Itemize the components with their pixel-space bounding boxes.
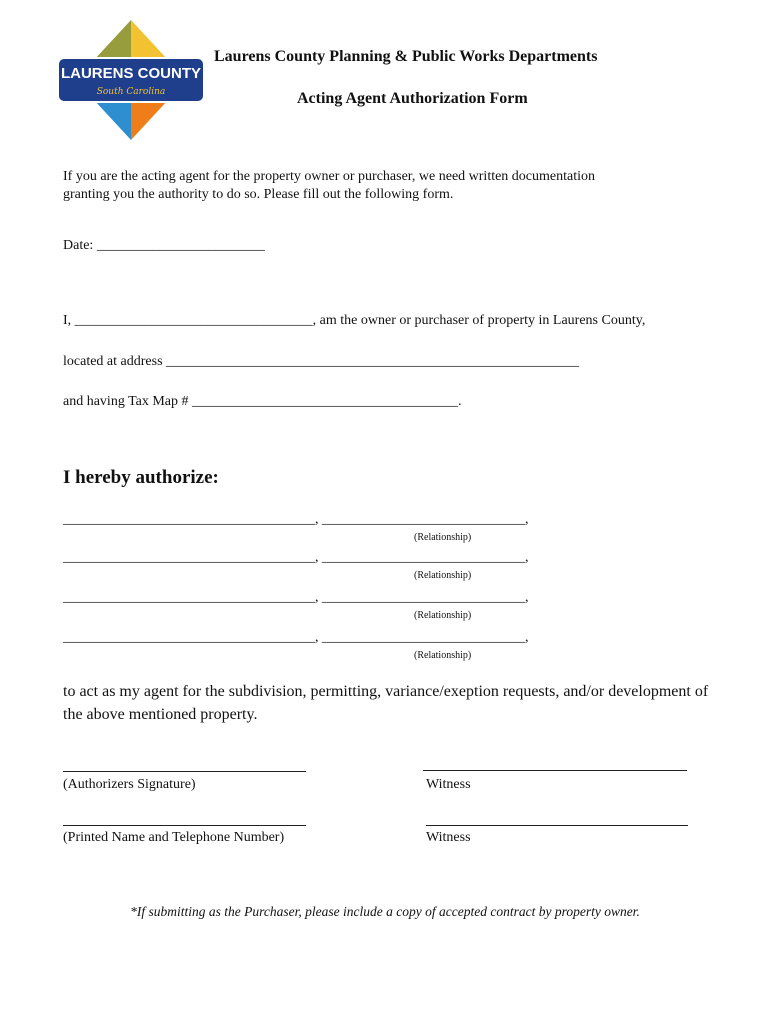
relationship-label: (Relationship) bbox=[414, 532, 472, 543]
relationship-label: (Relationship) bbox=[414, 610, 472, 621]
authorization-scope-text: to act as my agent for the subdivision, permitting, variance/exeption requests, and/or development of the above mentioned property. bbox=[63, 683, 709, 723]
owner-field[interactable]: I, __________________________________, am the owner or purchaser of property in Laurens County, bbox=[63, 313, 646, 328]
agent-line[interactable]: ____________________________________, _____________________________, bbox=[63, 630, 529, 645]
witness-label-2: Witness bbox=[426, 830, 471, 845]
logo-subtitle: South Carolina bbox=[96, 87, 166, 97]
authorize-heading: I hereby authorize: bbox=[63, 467, 219, 488]
witness-label-1: Witness bbox=[426, 777, 471, 792]
agent-line[interactable]: ____________________________________, _____________________________, bbox=[63, 512, 529, 527]
printed-name-label: (Printed Name and Telephone Number) bbox=[63, 830, 285, 845]
county-logo bbox=[56, 20, 206, 140]
witness-signature-line-1[interactable] bbox=[423, 770, 687, 771]
intro-text bbox=[63, 168, 723, 204]
logo-name: LAURENS COUNTY bbox=[60, 65, 202, 82]
relationship-label: (Relationship) bbox=[414, 650, 472, 661]
address-field[interactable]: located at address ___________________________________________________________ bbox=[63, 354, 580, 369]
authorizer-signature-label: (Authorizers Signature) bbox=[63, 777, 196, 792]
purchaser-footnote: *If submitting as the Purchaser, please include a copy of accepted contract by property owner. bbox=[130, 904, 640, 919]
logo-graphic bbox=[56, 20, 206, 140]
intro-line-2: granting you the authority to do so. Please fill out the following form. bbox=[63, 187, 454, 202]
authorizer-signature-line[interactable] bbox=[63, 771, 306, 772]
form-title: Acting Agent Authorization Form bbox=[297, 90, 528, 107]
agent-line[interactable]: ____________________________________, _____________________________, bbox=[63, 590, 529, 605]
date-field[interactable]: Date: ________________________ bbox=[63, 238, 265, 253]
intro-line-1: If you are the acting agent for the property owner or purchaser, we need written documentation bbox=[63, 169, 596, 184]
agent-line[interactable]: ____________________________________, _____________________________, bbox=[63, 550, 529, 565]
tax-map-field[interactable]: and having Tax Map # ______________________________________. bbox=[63, 394, 462, 409]
witness-signature-line-2[interactable] bbox=[426, 825, 688, 826]
department-title: Laurens County Planning & Public Works Departments bbox=[214, 48, 598, 65]
relationship-label: (Relationship) bbox=[414, 570, 472, 581]
printed-name-line[interactable] bbox=[63, 825, 306, 826]
